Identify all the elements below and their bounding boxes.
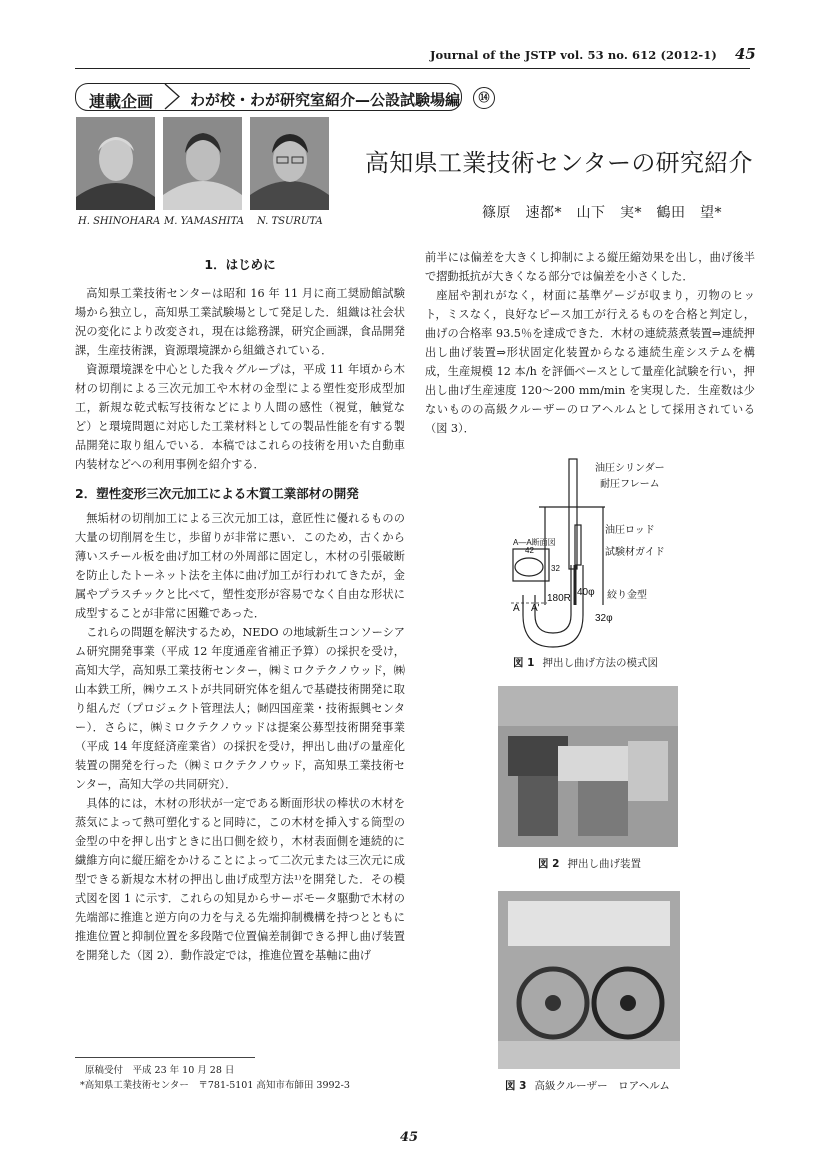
received-date: 原稿受付 平成 23 年 10 月 28 日: [85, 1065, 235, 1076]
caption-number: 図 2: [538, 858, 560, 870]
paragraph: 資源環境課を中心とした我々グループは，平成 11 年頃から木材の切削による三次元加工や木材の金型による塑性変形成型加工，新規な乾式転写技術などにより人間の感性（視覚，触覚など）と環境問題に対応した工業材料としての製品性能を有する製品開発に取り組んでいる．本稿ではこれらの技術を用いた自動車内装材などへの利用事例を紹介する．: [75, 363, 405, 471]
page-number-top: 45: [735, 45, 756, 63]
caption-text: 高級クルーザー ロアヘルム: [534, 1080, 670, 1092]
article-title: 高知県工業技術センターの研究紹介: [365, 149, 753, 177]
author-photo-2: [163, 117, 242, 210]
caption-number: 図 1: [513, 657, 535, 669]
portrait-image: [250, 117, 329, 210]
author-name-2: M. YAMASHITA: [164, 216, 244, 227]
label-a-prime: A': [531, 603, 540, 614]
figure-2-photo: [498, 686, 678, 847]
author-name-1: H. SHINOHARA: [78, 216, 161, 227]
chevron-divider-icon: [161, 83, 185, 110]
figure-1-caption: [513, 655, 658, 670]
figure-3-photo: [498, 891, 680, 1069]
label-material-guide: 試験材ガイド: [605, 547, 665, 558]
paragraph: 高知県工業技術センターは昭和 16 年 11 月に商工奨励館試験場から独立し，高知県工業試験場として発足した．組織は社会状況の変化により改変され，現在は総務課，研究企画課，食品開発課，生産技術課，資源環境課から組織されている．: [75, 287, 405, 357]
left-column: [75, 255, 405, 965]
label-die: 絞り金型: [607, 590, 647, 601]
author-byline: 篠原 速都* 山下 実* 鶴田 望*: [482, 205, 722, 221]
dim-32: 32: [551, 564, 560, 573]
footnote-rule: [75, 1057, 255, 1058]
cruiser-helm-image: [498, 891, 680, 1069]
series-number: ⑭: [473, 87, 495, 109]
author-photo-3: [250, 117, 329, 210]
figure-2-caption: [538, 856, 641, 871]
label-pressure-frame: 耐圧フレーム: [600, 479, 660, 490]
dim-40phi: 40φ: [577, 587, 595, 598]
extrusion-machine-image: [498, 686, 678, 847]
section-2-title: 2．塑性変形三次元加工による木質工業部材の開発: [75, 486, 359, 501]
label-hydraulic-rod: 油圧ロッド: [605, 525, 655, 536]
dim-42: 42: [525, 546, 534, 555]
right-column: [425, 248, 755, 438]
dim-32phi: 32φ: [595, 613, 613, 624]
label-section-aa: A—A断面図: [513, 538, 556, 547]
series-banner: [75, 80, 510, 114]
paragraph: 無垢材の切削加工による三次元加工は，意匠性に優れるものの大量の切削屑を生じ，歩留りが非常に悪い．このため，古くから薄いスチール板を曲げ加工材の外周部に固定し，木材の引張破断を防止したトーネット法を主体に曲げ加工が行われてきたが，金属やプラスチックと比べて，塑性変形が容易でなく自由な形状に成型することが非常に困難であった．: [75, 512, 405, 620]
affiliation-note: *高知県工業技術センター 〒781-5101 高知市布師田 3992-3: [80, 1080, 350, 1091]
paragraph: 具体的には，木材の形状が一定である断面形状の棒状の木材を蒸気によって熱可塑化すると同時に，この木材を挿入する筒型の金型の中を押し出すときに出口側を絞り，木材表面側を連続的に繊維方向に縦圧縮をかけることによって二次元または三次元に成型できる新規な木材の押出し曲げ成型方法¹⁾を開発した．その模式図を図 1 に示す．これらの知見からサーボモータ駆動で木材の先端部に推進と逆方向の力を与える先端抑制機構を持つとともに推進位置と抑制位置を多段階で位置偏差制御できる押し曲げ装置を開発した（図 2）．動作設定では，推進位置を基軸に曲げ: [75, 797, 405, 962]
paragraph: 前半には偏差を大きくし抑制による縦圧縮効果を出し，曲げ後半で摺動抵抗が大きくなる部分では偏差を小さくした．: [425, 251, 755, 283]
journal-header: Journal of the JSTP vol. 53 no. 612 (2012-1): [430, 48, 717, 62]
dim-180r: 180R: [547, 593, 571, 604]
label-hydraulic-cylinder: 油圧シリンダー: [595, 463, 665, 474]
portrait-image: [163, 117, 242, 210]
paragraph: これらの問題を解決するため，NEDO の地域新生コンソーシアム研究開発事業（平成 12 年度通産省補正予算）の採択を受け，高知大学，高知県工業技術センター，㈱ミロクテクノウッド，㈱山本鉄工所，㈱ウエストが共同研究体を組んで基礎技術開発に取り組んだ（プロジェクト管理法人；㈶四国産業・技術振興センター）．さらに，㈱ミロクテクノウッドは提案公募型技術開発事業（平成 14 年度経済産業省）の採択を受け，押出し曲げの量産化装置の開発を行った（㈱ミロクテクノウッド，高知県工業技術センター，高知大学の共同研究）．: [75, 626, 405, 791]
caption-text: 押出し曲げ方法の模式図: [542, 657, 658, 669]
label-a: A: [513, 603, 520, 614]
figure-3-caption: [505, 1078, 670, 1093]
paragraph: 座屈や割れがなく，材面に基準ゲージが収まり，刃物のヒット，ミスなく，良好なピース加工が行えるものを合格と判定し，曲げの合格率 93.5％を達成できた．木材の連続蒸煮装置⇒連続押出し曲げ装置⇒形状固定化装置からなる連続生産システムを構成，生産規模 12 本/h を評価ベースとして量産化試験を行い，押出し曲げ生産速度 120〜200 mm/min を実現した．生産数は少ないものの高級クルーザーのロアヘルムとして採用されている（図 3）．: [425, 289, 755, 435]
author-photo-1: [76, 117, 155, 210]
figure-1: [505, 455, 685, 655]
extrusion-schematic-diagram: [505, 455, 685, 655]
page-number-bottom: 45: [400, 1130, 419, 1145]
portrait-image: [76, 117, 155, 210]
author-name-3: N. TSURUTA: [257, 216, 323, 227]
section-1-title: 1．はじめに: [204, 257, 276, 272]
caption-number: 図 3: [505, 1080, 527, 1092]
series-label: 連載企画: [89, 92, 154, 111]
header-rule: [75, 68, 750, 69]
caption-text: 押出し曲げ装置: [567, 858, 641, 870]
series-subtitle: わが校・わが研究室紹介—公設試験場編: [190, 91, 461, 109]
